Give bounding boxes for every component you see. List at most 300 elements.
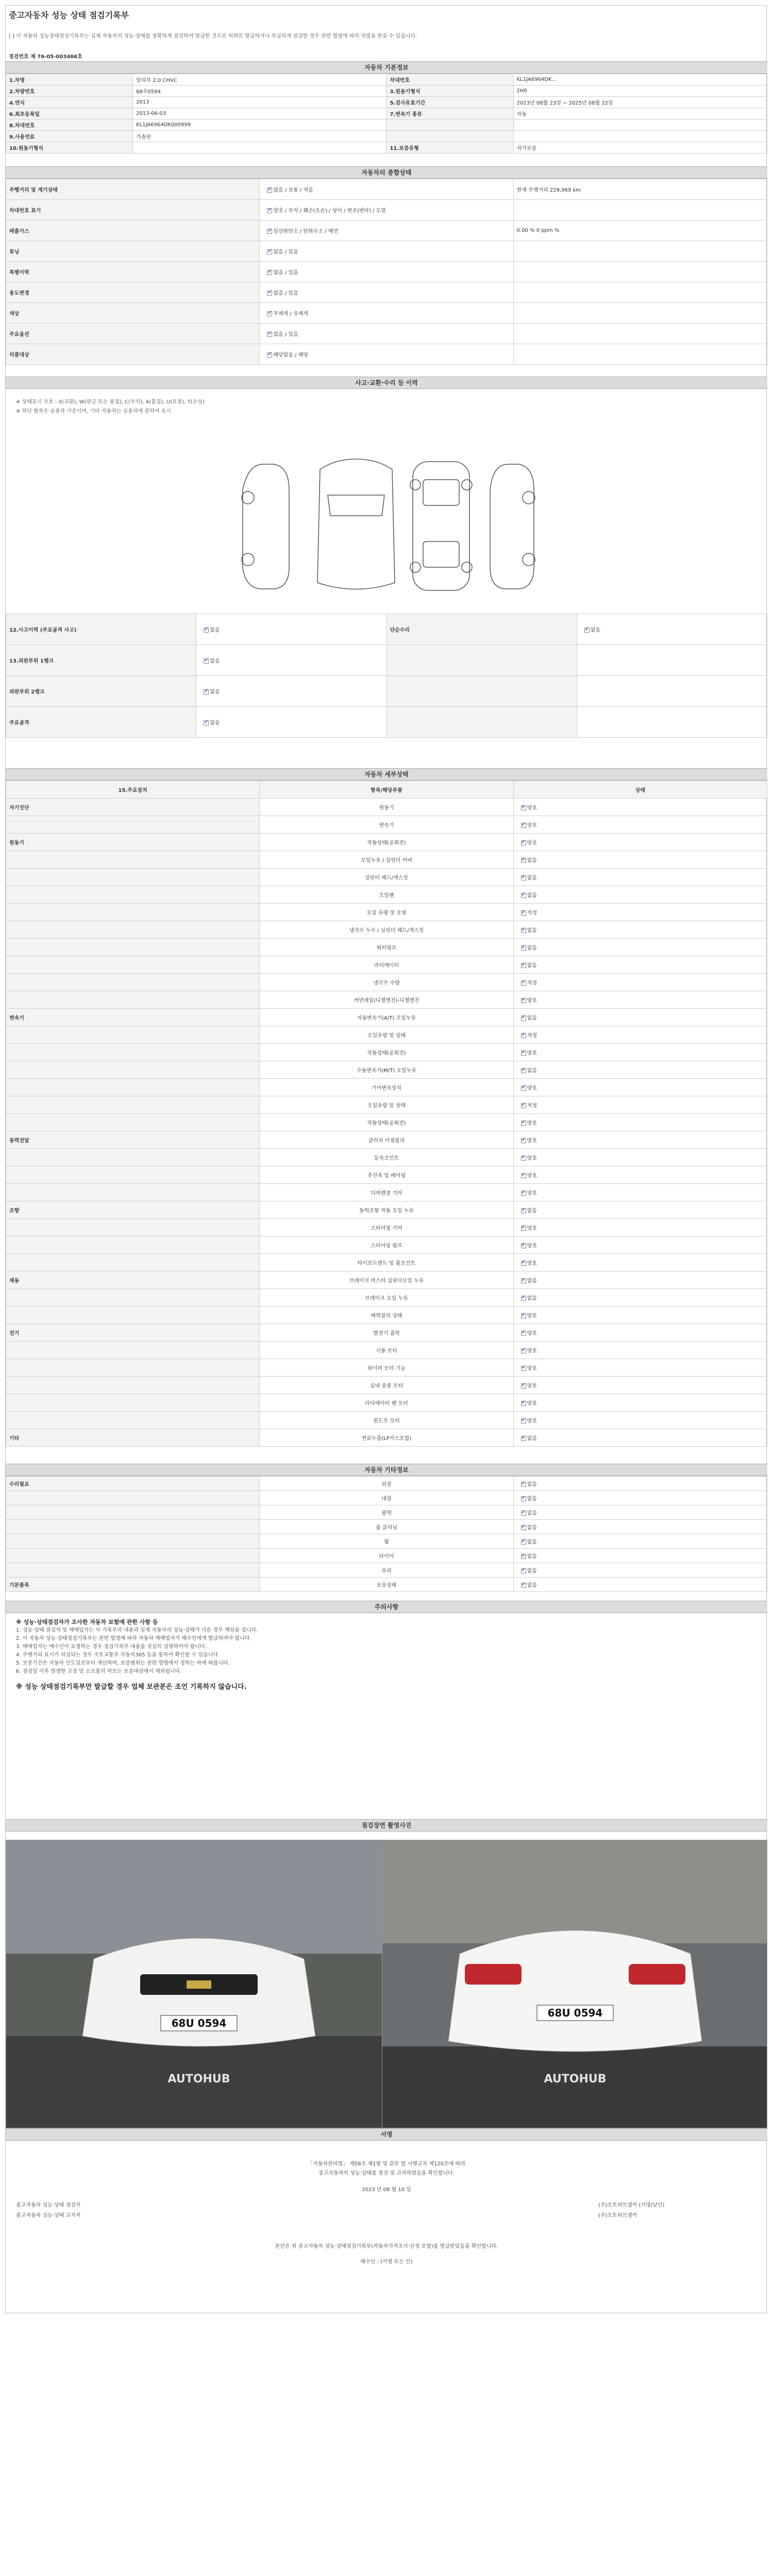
section-other-info: 자동차 기타정보 bbox=[6, 1464, 767, 1476]
general-value bbox=[513, 200, 767, 221]
detail-state bbox=[513, 1412, 767, 1429]
detail-row bbox=[6, 834, 767, 851]
accident-value bbox=[196, 645, 386, 676]
other-row bbox=[6, 1491, 767, 1505]
detail-group bbox=[6, 1166, 260, 1184]
sign-inspector-label: 중고자동차 성능·상태 점검자 bbox=[16, 2202, 81, 2208]
basic-value-2: KL1JA6964DK... bbox=[513, 74, 767, 86]
other-item: 광택 bbox=[260, 1505, 513, 1520]
detail-item: 작동상태(공회전) bbox=[260, 834, 513, 851]
checkbox-checked bbox=[521, 1068, 526, 1073]
accident-value bbox=[196, 707, 386, 738]
sign-buyer: 매수인 : (서명 또는 인) bbox=[360, 2259, 413, 2265]
detail-row bbox=[6, 1149, 767, 1166]
check-label: 양호 bbox=[527, 1086, 537, 1091]
detail-row bbox=[6, 1272, 767, 1289]
detail-row bbox=[6, 1254, 767, 1272]
accident-legend-2: ※ 하단 항목은 승용차 기준이며, 기타 자동차는 승용차에 준하여 표시 bbox=[16, 409, 171, 414]
detail-group: 원동기 bbox=[6, 834, 260, 851]
general-label: 튜닝 bbox=[6, 241, 260, 262]
checkbox-checked bbox=[521, 1511, 526, 1516]
general-row bbox=[6, 303, 767, 324]
detail-item: 오일누유 / 실린더 커버 bbox=[260, 851, 513, 869]
basic-label: 2.차량번호 bbox=[6, 86, 133, 97]
detail-state bbox=[513, 1359, 767, 1377]
detail-group bbox=[6, 1254, 260, 1272]
detail-row bbox=[6, 991, 767, 1009]
check-label: 양호 bbox=[527, 1138, 537, 1144]
checkbox-checked bbox=[521, 1539, 526, 1545]
check-label: 양호 bbox=[527, 1173, 537, 1179]
checkbox-checked bbox=[521, 1366, 526, 1371]
checkbox-checked bbox=[521, 893, 526, 898]
general-value bbox=[513, 282, 767, 303]
detail-item: 작동상태(공회전) bbox=[260, 1044, 513, 1061]
checkbox-checked bbox=[521, 1331, 526, 1336]
check-label: 없음 bbox=[527, 1554, 537, 1560]
other-state bbox=[513, 1520, 767, 1534]
general-state bbox=[260, 221, 513, 241]
check-label: 없음 / 있음 bbox=[273, 332, 298, 337]
detail-item: 동력조향 작동 오일 누유 bbox=[260, 1201, 513, 1219]
basic-info-table bbox=[6, 74, 767, 154]
general-label: 용도변경 bbox=[6, 282, 260, 303]
detail-state bbox=[513, 1236, 767, 1254]
detail-state bbox=[513, 939, 767, 956]
detail-header-row bbox=[6, 781, 767, 799]
check-label: 적정 bbox=[527, 1033, 537, 1039]
basic-value: 68우0594 bbox=[133, 86, 386, 97]
detail-row bbox=[6, 1412, 767, 1429]
detail-group bbox=[6, 816, 260, 834]
detail-item: 냉각수 수량 bbox=[260, 974, 513, 991]
detail-row bbox=[6, 1061, 767, 1079]
document-title: 중고자동차 성능 상태 점검기록부 bbox=[9, 10, 129, 20]
detail-state bbox=[513, 1166, 767, 1184]
car-diagram bbox=[232, 449, 542, 603]
detail-state bbox=[513, 1254, 767, 1272]
detail-row bbox=[6, 1201, 767, 1219]
other-group: 수리필요 bbox=[6, 1477, 260, 1491]
checkbox-checked bbox=[521, 1208, 526, 1213]
detail-group bbox=[6, 939, 260, 956]
detail-item: 오일 유량 및 오염 bbox=[260, 904, 513, 921]
detail-state bbox=[513, 851, 767, 869]
checkbox-checked bbox=[521, 1383, 526, 1388]
checkbox-checked bbox=[267, 311, 272, 316]
sign-date: 2023 년 08 월 10 일 bbox=[362, 2187, 411, 2193]
detail-state bbox=[513, 1272, 767, 1289]
detail-item: 실내 송풍 모터 bbox=[260, 1377, 513, 1394]
accident-value-2 bbox=[577, 676, 767, 707]
check-label: 없음 bbox=[527, 1068, 537, 1074]
general-value: 0.00 % 0 ppm % bbox=[513, 221, 767, 241]
detail-group: 기타 bbox=[6, 1429, 260, 1447]
detail-item: 커먼레일(디젤엔진)-디젤엔진 bbox=[260, 991, 513, 1009]
other-group bbox=[6, 1549, 260, 1563]
check-label: 없음 bbox=[210, 658, 220, 664]
checkbox-checked bbox=[521, 910, 526, 916]
detail-group: 조향 bbox=[6, 1201, 260, 1219]
check-label: 양호 bbox=[527, 1331, 537, 1336]
other-group bbox=[6, 1563, 260, 1578]
basic-value: 2013 bbox=[133, 97, 386, 108]
detail-group bbox=[6, 904, 260, 921]
other-group bbox=[6, 1520, 260, 1534]
other-group bbox=[6, 1534, 260, 1549]
checkbox-checked bbox=[267, 352, 272, 358]
checkbox-checked bbox=[521, 1243, 526, 1248]
detail-group bbox=[6, 1394, 260, 1412]
front-brand-text: AUTOHUB bbox=[167, 2073, 230, 2086]
detail-row bbox=[6, 1342, 767, 1359]
detail-group bbox=[6, 1289, 260, 1307]
detail-item: 추진축 및 베어링 bbox=[260, 1166, 513, 1184]
detail-row bbox=[6, 1359, 767, 1377]
detail-state bbox=[513, 1429, 767, 1447]
check-label: 양호 bbox=[527, 805, 537, 811]
detail-state bbox=[513, 1061, 767, 1079]
check-label: 양호 bbox=[527, 1383, 537, 1389]
detail-row bbox=[6, 1429, 767, 1447]
note-item: 3. 매매업자는 매수인이 요청하는 경우 점검기록부 내용을 성실히 설명하여야 합니다. bbox=[16, 1644, 207, 1650]
check-label: 없음 bbox=[527, 945, 537, 951]
other-row bbox=[6, 1477, 767, 1491]
basic-row bbox=[6, 120, 767, 131]
accident-value bbox=[196, 676, 386, 707]
check-label: 많음 / 보통 / 적음 bbox=[273, 188, 313, 193]
basic-label: 10.원동기형식 bbox=[6, 142, 133, 154]
general-state bbox=[260, 344, 513, 365]
accident-label-2: 단순수리 bbox=[386, 614, 577, 645]
check-label: 없음 bbox=[527, 858, 537, 863]
detail-item: 기어변속장치 bbox=[260, 1079, 513, 1096]
checkbox-checked bbox=[521, 980, 526, 986]
basic-value-2: 자가보증 bbox=[513, 142, 767, 154]
section-detail-state: 자동차 세부상태 bbox=[6, 768, 767, 781]
other-item: 내장 bbox=[260, 1491, 513, 1505]
checkbox-checked bbox=[521, 840, 526, 845]
general-state bbox=[260, 303, 513, 324]
detail-state bbox=[513, 1201, 767, 1219]
checkbox-checked bbox=[521, 998, 526, 1003]
basic-label-2: 11.보증유형 bbox=[386, 142, 513, 154]
section-sign: 서명 bbox=[6, 2128, 767, 2141]
section-accident-history: 사고·교환·수리 등 이력 bbox=[6, 377, 767, 389]
detail-item: 등속조인트 bbox=[260, 1149, 513, 1166]
detail-state bbox=[513, 1114, 767, 1131]
general-state bbox=[260, 179, 513, 200]
detail-item: 와이퍼 모터 기능 bbox=[260, 1359, 513, 1377]
detail-group bbox=[6, 1096, 260, 1114]
other-item: 휠 bbox=[260, 1534, 513, 1549]
general-state-table bbox=[6, 179, 767, 365]
check-label: 없음 bbox=[527, 1568, 537, 1574]
check-label: 없음 / 있음 bbox=[273, 291, 298, 296]
check-label: 양호 bbox=[527, 1366, 537, 1371]
accident-value bbox=[196, 614, 386, 645]
basic-row bbox=[6, 74, 767, 86]
checkbox-checked bbox=[521, 1015, 526, 1021]
checkbox-checked bbox=[521, 1103, 526, 1108]
check-label: 없음 bbox=[527, 1482, 537, 1487]
basic-value-2 bbox=[513, 120, 767, 131]
checkbox-checked bbox=[521, 1436, 526, 1441]
detail-item: 워터펌프 bbox=[260, 939, 513, 956]
detail-item: 배력장치 상태 bbox=[260, 1307, 513, 1324]
notice-text: [ ] 이 자동차 성능상태점검기록부는 실제 자동차의 성능·상태를 정확하게 점검하여 발급한 것으로 허위로 발급하거나 부실하게 점검한 경우 관련 법령에 따라 처벌을 받을 수 있습니다. bbox=[9, 33, 417, 39]
detail-header-col2: 항목/해당부품 bbox=[260, 781, 513, 799]
checkbox-checked bbox=[521, 1313, 526, 1318]
detail-state bbox=[513, 956, 767, 974]
detail-row bbox=[6, 1236, 767, 1254]
general-value bbox=[513, 303, 767, 324]
detail-item: 연료누출(LP가스포함) bbox=[260, 1429, 513, 1447]
detail-group bbox=[6, 1026, 260, 1044]
detail-group bbox=[6, 1079, 260, 1096]
detail-state bbox=[513, 921, 767, 939]
check-label: 없음 bbox=[210, 720, 220, 726]
other-row bbox=[6, 1534, 767, 1549]
other-info-table bbox=[6, 1476, 767, 1592]
basic-value-2 bbox=[513, 131, 767, 142]
check-label: 적정 bbox=[527, 1103, 537, 1109]
checkbox-checked bbox=[267, 270, 272, 275]
detail-item: 브레이크 마스터 실린더오일 누유 bbox=[260, 1272, 513, 1289]
detail-item: 브레이크 오일 누유 bbox=[260, 1289, 513, 1307]
basic-value-2: 2023년 08월 23일 ~ 2025년 08월 22일 bbox=[513, 97, 767, 108]
section-general-state: 자동차의 종합상태 bbox=[6, 166, 767, 179]
other-row bbox=[6, 1549, 767, 1563]
check-label: 무채색 / 유채색 bbox=[273, 311, 309, 317]
check-label: 양호 bbox=[527, 1226, 537, 1231]
detail-state bbox=[513, 869, 767, 886]
checkbox-checked bbox=[521, 928, 526, 933]
checkbox-checked bbox=[521, 1401, 526, 1406]
car-top-diagram bbox=[410, 462, 472, 590]
general-label: 주요옵션 bbox=[6, 324, 260, 344]
other-state bbox=[513, 1563, 767, 1578]
detail-row bbox=[6, 1114, 767, 1131]
detail-item: 디퍼렌셜 기어 bbox=[260, 1184, 513, 1201]
checkbox-checked bbox=[521, 1348, 526, 1353]
other-item: 보유상태 bbox=[260, 1578, 513, 1592]
general-state bbox=[260, 262, 513, 282]
document-page bbox=[5, 5, 767, 2313]
checkbox-checked bbox=[521, 1156, 526, 1161]
check-label: 일산화탄소 / 탄화수소 / 매연 bbox=[273, 229, 339, 234]
detail-state bbox=[513, 1009, 767, 1026]
basic-row bbox=[6, 86, 767, 97]
general-value bbox=[513, 262, 767, 282]
accident-label: 주요골격 bbox=[6, 707, 196, 738]
detail-group bbox=[6, 1114, 260, 1131]
checkbox-checked bbox=[521, 1121, 526, 1126]
detail-row bbox=[6, 921, 767, 939]
detail-item: 스티어링 펌프 bbox=[260, 1236, 513, 1254]
checkbox-checked bbox=[521, 1191, 526, 1196]
other-row bbox=[6, 1505, 767, 1520]
accident-label-2 bbox=[386, 676, 577, 707]
detail-row bbox=[6, 1377, 767, 1394]
checkbox-checked bbox=[267, 188, 272, 193]
basic-row bbox=[6, 108, 767, 120]
detail-item: 타이로드엔드 및 볼조인트 bbox=[260, 1254, 513, 1272]
basic-label: 9.사용연료 bbox=[6, 131, 133, 142]
check-label: 없음 bbox=[527, 928, 537, 934]
accident-row bbox=[6, 707, 767, 738]
check-label: 없음 bbox=[527, 1015, 537, 1021]
document-number: 점검번호 제 76-05-003466호 bbox=[9, 54, 82, 60]
note-item: 2. 이 자동차 성능·상태점검기록부는 관련 법령에 따라 자동차 매매업자가 매수인에게 발급하여야 합니다. bbox=[16, 1636, 251, 1641]
detail-group bbox=[6, 1236, 260, 1254]
checkbox-checked bbox=[521, 963, 526, 968]
detail-state bbox=[513, 991, 767, 1009]
detail-row bbox=[6, 1324, 767, 1342]
other-state bbox=[513, 1477, 767, 1491]
detail-group bbox=[6, 1219, 260, 1236]
basic-label-2 bbox=[386, 131, 513, 142]
check-label: 없음 bbox=[527, 963, 537, 969]
basic-label-2 bbox=[386, 120, 513, 131]
check-label: 양호 bbox=[527, 1348, 537, 1354]
detail-group bbox=[6, 1184, 260, 1201]
general-value bbox=[513, 241, 767, 262]
detail-row bbox=[6, 1044, 767, 1061]
detail-item: 클러치 어셈블리 bbox=[260, 1131, 513, 1149]
sign-line-1: 「자동차관리법」 제58조 제1항 및 같은 법 시행규칙 제120조에 따라 bbox=[308, 2161, 465, 2167]
other-item: 외장 bbox=[260, 1477, 513, 1491]
check-label: 해당없음 / 해당 bbox=[273, 352, 309, 358]
checkbox-checked bbox=[204, 628, 209, 633]
checkbox-checked bbox=[521, 1226, 526, 1231]
other-state bbox=[513, 1578, 767, 1592]
detail-row bbox=[6, 904, 767, 921]
note-item: 5. 보증기간은 자동차 인도일로부터 계산하며, 보증범위는 관련 법령에서 정하는 바에 따릅니다. bbox=[16, 1660, 230, 1666]
other-item: 유리 bbox=[260, 1563, 513, 1578]
sign-dealer-label: 중고자동차 성능·상태 고지자 bbox=[16, 2213, 81, 2218]
notes-block bbox=[16, 1618, 758, 1691]
detail-item: 실린더 헤드/개스킷 bbox=[260, 869, 513, 886]
notes-emphasis: ※ 성능 상태점검기록부만 발급할 경우 업체 보관분은 조언 기록하지 않습니다. bbox=[16, 1683, 247, 1691]
basic-row bbox=[6, 131, 767, 142]
checkbox-checked bbox=[521, 858, 526, 863]
detail-state bbox=[513, 1324, 767, 1342]
checkbox-checked bbox=[267, 249, 272, 255]
check-label: 양호 bbox=[527, 840, 537, 846]
checkbox-checked bbox=[267, 332, 272, 337]
detail-group bbox=[6, 1307, 260, 1324]
check-label: 없음 bbox=[210, 689, 220, 695]
inspection-photo-rear bbox=[382, 1840, 767, 2128]
note-item: 4. 주행거리 표시가 의심되는 경우 국토교통부 자동차365 등을 통하여 확인할 수 있습니다. bbox=[16, 1652, 220, 1658]
detail-state bbox=[513, 1219, 767, 1236]
general-row bbox=[6, 221, 767, 241]
check-label: 양호 bbox=[527, 1156, 537, 1161]
detail-item: 냉각수 누수 / 실린더 헤드/개스킷 bbox=[260, 921, 513, 939]
check-label: 없음 bbox=[527, 1525, 537, 1531]
detail-row bbox=[6, 1219, 767, 1236]
other-row bbox=[6, 1578, 767, 1592]
detail-row bbox=[6, 939, 767, 956]
general-row bbox=[6, 241, 767, 262]
checkbox-checked bbox=[521, 1583, 526, 1588]
basic-value-2: 2H0 bbox=[513, 86, 767, 97]
sign-dealer-value: (주)오토허브셀카 bbox=[598, 2213, 637, 2218]
detail-item: 오일유량 및 상태 bbox=[260, 1096, 513, 1114]
basic-value: KL1JA6964DK000999 bbox=[133, 120, 386, 131]
checkbox-checked bbox=[521, 1033, 526, 1038]
sign-line-2: 중고자동차의 성능·상태를 점검 및 고지하였음을 확인합니다. bbox=[318, 2171, 455, 2176]
general-label: 주행거리 및 계기상태 bbox=[6, 179, 260, 200]
check-label: 양호 bbox=[527, 1261, 537, 1266]
check-label: 양호 bbox=[527, 1313, 537, 1319]
basic-label-2: 5.검사유효기간 bbox=[386, 97, 513, 108]
check-label: 양호 bbox=[527, 1191, 537, 1196]
detail-state bbox=[513, 974, 767, 991]
detail-group bbox=[6, 1061, 260, 1079]
detail-item: 라디에이터 bbox=[260, 956, 513, 974]
check-label: 양호 bbox=[527, 1401, 537, 1406]
detail-header-col3: 상태 bbox=[513, 781, 767, 799]
general-state bbox=[260, 241, 513, 262]
detail-group bbox=[6, 1377, 260, 1394]
detail-state bbox=[513, 1149, 767, 1166]
note-item: 1. 성능·상태 점검자 및 매매업자는 이 기록부의 내용과 실제 자동차의 성능·상태가 다른 경우 책임을 집니다. bbox=[16, 1628, 258, 1633]
detail-state bbox=[513, 1394, 767, 1412]
accident-value-2 bbox=[577, 645, 767, 676]
sign-block bbox=[6, 2139, 767, 2293]
detail-row bbox=[6, 1166, 767, 1184]
detail-row bbox=[6, 1394, 767, 1412]
checkbox-checked bbox=[521, 1418, 526, 1423]
detail-group bbox=[6, 1149, 260, 1166]
other-state bbox=[513, 1505, 767, 1520]
check-label: 없음 bbox=[527, 1208, 537, 1214]
checkbox-checked bbox=[267, 208, 272, 213]
accident-label: 외판부위 2랭크 bbox=[6, 676, 196, 707]
basic-value: 말리부 2.0 CHVC bbox=[133, 74, 386, 86]
basic-label: 1.차명 bbox=[6, 74, 133, 86]
check-label: 없음 bbox=[527, 893, 537, 899]
checkbox-checked bbox=[521, 1050, 526, 1056]
rear-plate-text: 68U 0594 bbox=[547, 2007, 603, 2019]
check-label: 없음 / 있음 bbox=[273, 249, 298, 255]
basic-value bbox=[133, 142, 386, 154]
detail-state bbox=[513, 1377, 767, 1394]
sign-receiver: 본인은 위 중고자동차 성능·상태점검기록부(자동차가격조사·산정 포함)를 발급받았음을 확인합니다. bbox=[275, 2244, 498, 2249]
detail-item: 라디에이터 팬 모터 bbox=[260, 1394, 513, 1412]
general-row bbox=[6, 262, 767, 282]
detail-header-col1: 15.주요장치 bbox=[6, 781, 260, 799]
detail-state bbox=[513, 1131, 767, 1149]
front-plate-text: 68U 0594 bbox=[171, 2017, 227, 2029]
general-value bbox=[513, 344, 767, 365]
detail-group: 변속기 bbox=[6, 1009, 260, 1026]
accident-label-2 bbox=[386, 707, 577, 738]
detail-state bbox=[513, 834, 767, 851]
detail-state bbox=[513, 816, 767, 834]
other-row bbox=[6, 1520, 767, 1534]
detail-row bbox=[6, 851, 767, 869]
detail-item: 원동기 bbox=[260, 799, 513, 816]
detail-state bbox=[513, 886, 767, 904]
detail-row bbox=[6, 1307, 767, 1324]
basic-label-2: 3.원동기형식 bbox=[386, 86, 513, 97]
check-label: 양호 bbox=[527, 1121, 537, 1126]
accident-label: 13.외판부위 1랭크 bbox=[6, 645, 196, 676]
checkbox-checked bbox=[521, 1278, 526, 1283]
